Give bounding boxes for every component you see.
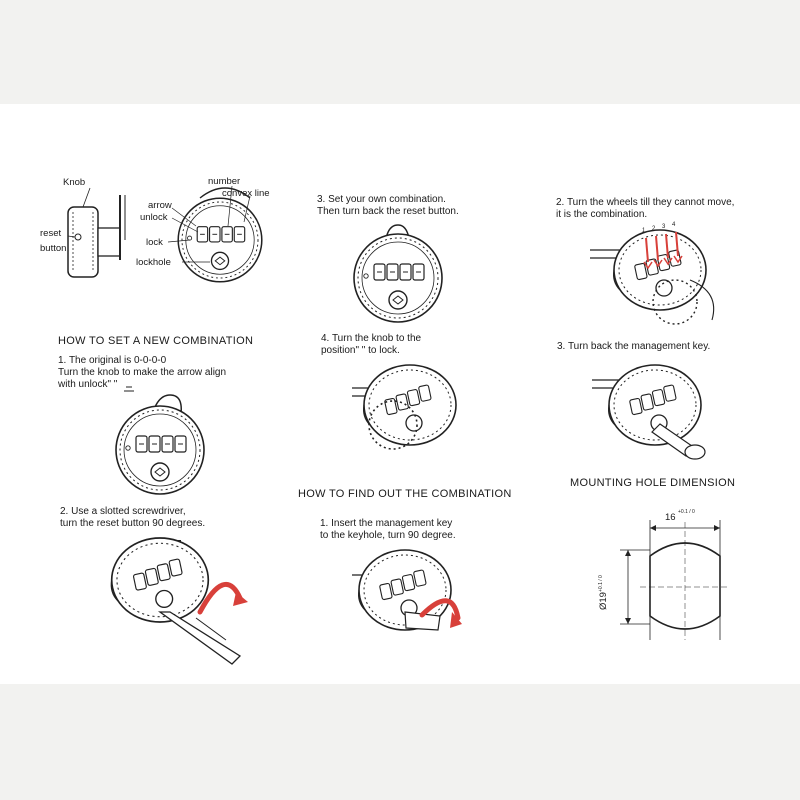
set-step2-illustration	[111, 538, 248, 664]
wheel-number-4: 4	[672, 222, 676, 228]
set-step2-line1: 2. Use a slotted screwdriver,	[60, 506, 186, 517]
set-step4-illustration	[352, 365, 456, 449]
wheel-number-3: 3	[662, 224, 666, 230]
label-arrow: arrow	[148, 200, 172, 211]
mounting-diameter-tolerance: +0.1 / 0	[598, 575, 604, 592]
set-step1-line3: with unlock" "	[58, 379, 118, 390]
find-step2-illustration	[590, 230, 714, 324]
label-knob: Knob	[63, 177, 86, 188]
set-step4-line2: position" " to lock.	[321, 345, 400, 356]
set-step3-illustration	[354, 225, 442, 322]
find-step1-line2: to the keyhole, turn 90 degree.	[320, 530, 456, 541]
mounting-heading: MOUNTING HOLE DIMENSION	[570, 477, 736, 489]
mounting-diameter: Ø19	[598, 592, 609, 610]
label-lock: lock	[146, 237, 163, 248]
find-step1-line1: 1. Insert the management key	[320, 518, 453, 529]
set-step4-line1: 4. Turn the knob to the	[321, 333, 422, 344]
label-unlock: unlock	[140, 212, 168, 223]
find-step3-text: 3. Turn back the management key.	[557, 341, 711, 352]
set-step3-line2: Then turn back the reset button.	[317, 206, 459, 217]
mounting-width: 16	[665, 512, 676, 523]
find-heading: HOW TO FIND OUT THE COMBINATION	[298, 488, 512, 500]
find-step2-line2: it is the combination.	[556, 209, 648, 220]
mounting-hole-drawing	[620, 520, 730, 640]
set-step1-line2: Turn the knob to make the arrow align	[58, 367, 227, 378]
wheel-number-1: 1	[642, 228, 646, 234]
wheel-number-2: 2	[652, 226, 656, 232]
label-button: button	[40, 243, 67, 254]
label-convex-line: convex line	[222, 188, 270, 199]
set-step3-line1: 3. Set your own combination.	[317, 194, 446, 205]
label-number: number	[208, 176, 241, 187]
set-new-heading: HOW TO SET A NEW COMBINATION	[58, 335, 254, 347]
label-lockhole: lockhole	[136, 257, 171, 268]
mounting-width-tolerance: +0.1 / 0	[678, 509, 695, 515]
find-step3-illustration	[592, 365, 705, 459]
set-step1-illustration	[116, 387, 204, 494]
set-step1-line1: 1. The original is 0-0-0-0	[58, 355, 167, 366]
find-step2-line1: 2. Turn the wheels till they cannot move,	[556, 197, 735, 208]
find-step1-illustration	[352, 550, 462, 630]
label-reset: reset	[40, 228, 62, 239]
set-step2-line2: turn the reset button 90 degrees.	[60, 518, 206, 529]
